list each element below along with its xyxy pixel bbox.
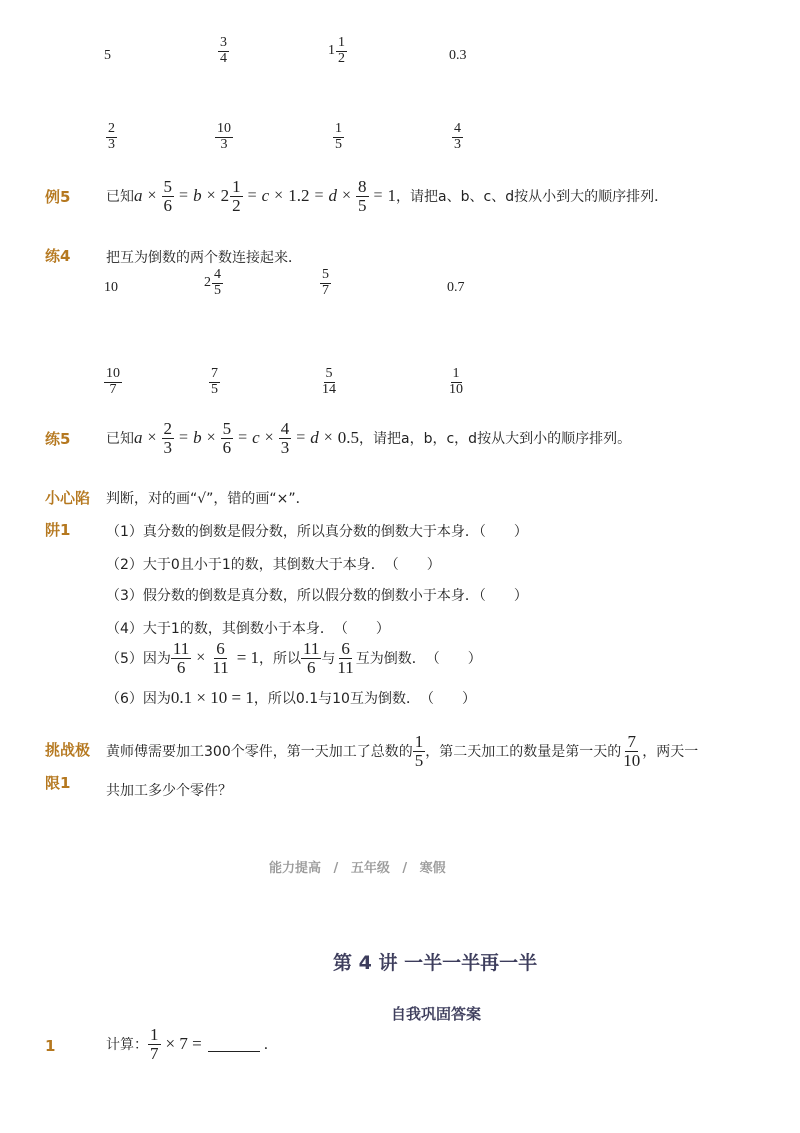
section-title: 自我巩固答案 — [391, 1005, 482, 1023]
challenge-1-question: 黄师傅需要加工300个零件，第一天加工了总数的 $\frac{1}{5}$ ，第二天加工的数量是第一天的 $\frac{7}{10}$ ，两天一 — [106, 732, 699, 770]
challenge-1-question-line2: 共加工多少个零件？ — [106, 783, 232, 799]
trap-1-item-4: （4）大于1的数，其倒数小于本身． （ ） — [106, 621, 390, 637]
mixed-2-4-5: 2 $\frac{4}{5}$ — [204, 267, 221, 298]
fraction-10-7: $\frac{10}{7}$ — [106, 366, 120, 397]
fraction-5-14: $\frac{5}{14}$ — [322, 366, 336, 397]
practice-4-number-10: 10 — [104, 280, 118, 295]
trap-1-item-3: （3）假分数的倒数是真分数，所以假分数的倒数小于本身．（ ） — [106, 588, 528, 604]
trap-1-item-1: （1）真分数的倒数是假分数，所以真分数的倒数大于本身．（ ） — [106, 524, 528, 540]
page-footer: 能力提高 / 五年级 / 寒假 — [269, 861, 446, 876]
fraction-10-3: $\frac{10}{3}$ — [217, 121, 231, 152]
trap-1-label-line2: 阱1 — [45, 521, 71, 539]
practice-5-question: 已知 a × $\frac{2}{3}$ = b × $\frac{5}{6}$ = c × $\frac{4}{3}$ = d × 0.5 ，请把a，b，c，d按从大到小的顺序排列。 — [106, 419, 632, 457]
trap-1-item-6: （6）因为 0.1 × 10 = 1 ，所以0.1与10互为倒数． （ ） — [106, 688, 476, 707]
top-number-5: 5 — [104, 48, 111, 63]
fraction-1-10: $\frac{1}{10}$ — [449, 366, 463, 397]
fraction-5-7: $\frac{5}{7}$ — [322, 267, 329, 298]
answer-blank[interactable] — [208, 1037, 260, 1052]
trap-1-instruction: 判断，对的画“√”，错的画“×”． — [106, 491, 310, 507]
top-number-0-3: 0.3 — [449, 48, 467, 63]
practice-4-number-0-7: 0.7 — [447, 280, 465, 295]
example-5-question: 已知 a × $\frac{5}{6}$ = b × 2 $\frac{1}{2}$ = c × 1.2 = d × $\frac{8}{5}$ = 1 ，请把a、b、c、d按从小到大的顺序排列． — [106, 177, 669, 215]
challenge-1-label-line1: 挑战极 — [45, 741, 91, 759]
fraction-2-3: $\frac{2}{3}$ — [108, 121, 115, 152]
challenge-1-label-line2: 限1 — [45, 774, 71, 792]
fraction-7-5: $\frac{7}{5}$ — [211, 366, 218, 397]
trap-1-item-5: （5）因为 $\frac{11}{6}$ × $\frac{6}{11}$ = 1 ，所以 $\frac{11}{6}$ 与 $\frac{6}{11}$ 互为倒数． （ ） — [106, 639, 482, 677]
fraction-4-3: $\frac{4}{3}$ — [454, 121, 461, 152]
question-1: 计算： $\frac{1}{7}$ × 7 = ． — [106, 1025, 278, 1063]
fraction-3-4: $\frac{3}{4}$ — [220, 35, 227, 66]
trap-1-label-line1: 小心陷 — [45, 489, 91, 507]
question-1-label: 1 — [45, 1037, 56, 1055]
practice-4-label: 练4 — [45, 247, 71, 265]
trap-1-item-2: （2）大于0且小于1的数，其倒数大于本身． （ ） — [106, 557, 441, 573]
example-5-label: 例5 — [45, 188, 71, 206]
mixed-1-1-2: 1 $\frac{1}{2}$ — [328, 35, 345, 66]
fraction-1-5: $\frac{1}{5}$ — [335, 121, 342, 152]
practice-4-instruction: 把互为倒数的两个数连接起来． — [106, 250, 302, 266]
lecture-title: 第 4 讲 一半一半再一半 — [333, 952, 538, 974]
practice-5-label: 练5 — [45, 430, 71, 448]
